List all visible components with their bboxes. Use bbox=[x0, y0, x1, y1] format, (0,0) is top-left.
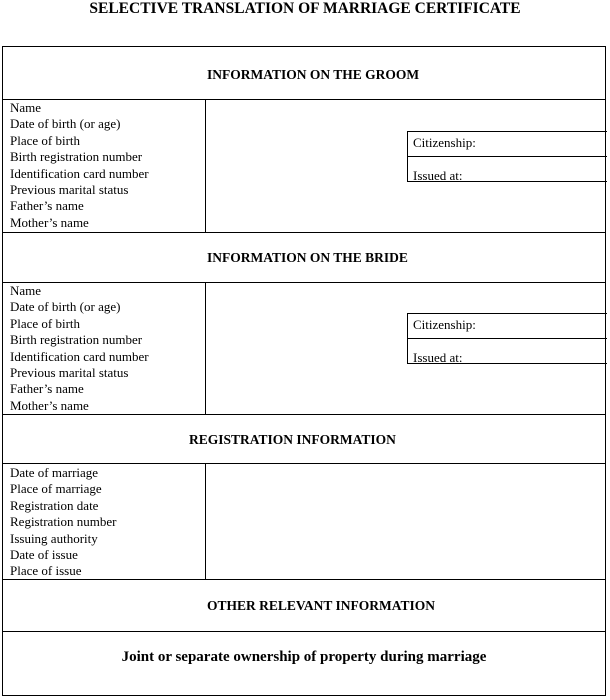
other-section-heading: OTHER RELEVANT INFORMATION bbox=[207, 598, 436, 613]
bride-issued-at-label: Issued at: bbox=[413, 350, 463, 365]
field-label: Birth registration number bbox=[10, 332, 143, 348]
divider bbox=[3, 414, 605, 415]
field-label: Place of marriage bbox=[10, 481, 102, 497]
divider bbox=[407, 156, 607, 157]
divider bbox=[3, 579, 605, 580]
field-label: Previous marital status bbox=[10, 365, 129, 381]
registration-field-labels bbox=[10, 465, 117, 580]
field-label: Birth registration number bbox=[10, 149, 143, 165]
field-label: Father’s name bbox=[10, 198, 84, 214]
field-label: Place of birth bbox=[10, 315, 81, 331]
field-label: Registration number bbox=[10, 514, 117, 530]
column-divider bbox=[205, 99, 206, 232]
field-label: Place of birth bbox=[10, 132, 81, 148]
property-ownership-heading: Joint or separate ownership of property during marriage bbox=[121, 649, 487, 665]
divider bbox=[407, 131, 607, 132]
bride-section-heading: INFORMATION ON THE BRIDE bbox=[207, 250, 408, 265]
column-divider bbox=[205, 463, 206, 579]
field-label: Registration date bbox=[10, 497, 99, 513]
field-label: Place of issue bbox=[10, 563, 82, 579]
field-label: Date of birth (or age) bbox=[10, 299, 121, 315]
field-label: Date of marriage bbox=[10, 465, 99, 480]
field-label: Previous marital status bbox=[10, 182, 129, 198]
divider bbox=[3, 631, 605, 632]
groom-citizenship-label: Citizenship: bbox=[413, 135, 476, 150]
field-label: Identification card number bbox=[10, 165, 149, 181]
groom-issued-at-label: Issued at: bbox=[413, 168, 463, 183]
divider bbox=[3, 232, 605, 233]
field-label: Mother’s name bbox=[10, 397, 89, 413]
field-label: Mother’s name bbox=[10, 214, 89, 230]
field-label: Identification card number bbox=[10, 348, 149, 364]
field-label: Date of issue bbox=[10, 547, 78, 563]
divider bbox=[407, 313, 607, 314]
divider bbox=[407, 338, 607, 339]
field-label: Date of birth (or age) bbox=[10, 116, 121, 132]
registration-section-heading: REGISTRATION INFORMATION bbox=[189, 432, 396, 447]
document-title: SELECTIVE TRANSLATION OF MARRIAGE CERTIFICATE bbox=[89, 0, 521, 17]
divider bbox=[3, 463, 605, 464]
field-label: Issuing authority bbox=[10, 530, 98, 546]
column-divider bbox=[205, 282, 206, 414]
field-label: Name bbox=[10, 100, 42, 115]
bride-citizenship-label: Citizenship: bbox=[413, 317, 476, 332]
field-label: Father’s name bbox=[10, 381, 84, 397]
bride-field-labels bbox=[10, 283, 149, 414]
field-label: Name bbox=[10, 283, 42, 298]
groom-field-labels bbox=[10, 100, 149, 231]
certificate-form bbox=[2, 46, 606, 696]
groom-section-heading: INFORMATION ON THE GROOM bbox=[207, 67, 420, 82]
